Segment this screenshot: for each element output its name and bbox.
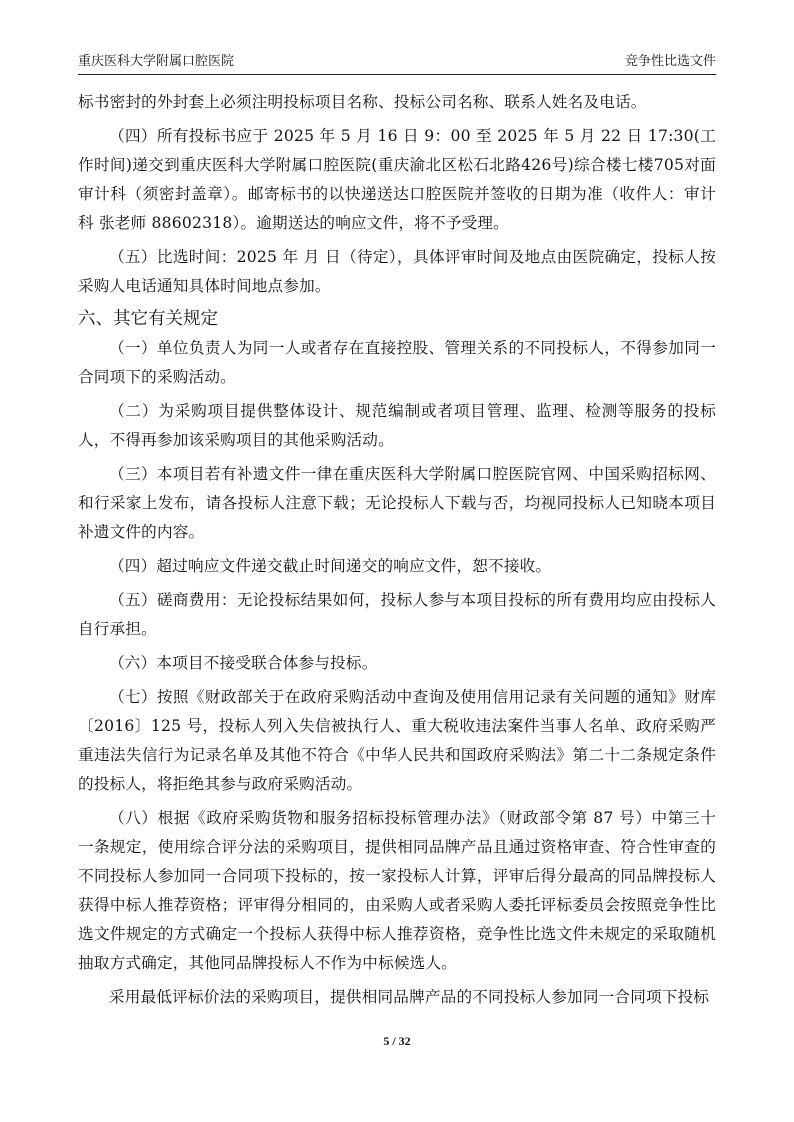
paragraph-selection-time: （五）比选时间：2025 年 月 日（待定），具体评审时间及地点由医院确定，投标人按采购人电话通知具体时间地点参加。 bbox=[78, 248, 716, 295]
paragraph-envelope-label: 标书密封的外封套上必须注明投标项目名称、投标公司名称、联系人姓名及电话。 bbox=[78, 93, 647, 111]
header-hospital-name: 重庆医科大学附属口腔医院 bbox=[78, 54, 235, 69]
paragraph-rule-1: （一）单位负责人为同一人或者存在直接控股、管理关系的不同投标人，不得参加同一合同项下的采购活动。 bbox=[78, 339, 716, 386]
document-body bbox=[78, 88, 716, 1012]
paragraph-rule-7: （七）按照《财政部关于在政府采购活动中查询及使用信用记录有关问题的通知》财库〔2016〕125 号，投标人列入失信被执行人、重大税收违法案件当事人名单、政府采购严重违法失信行为记录名单及其他不符合《中华人民共和国政府采购法》第二十二条规定条件的投标人，将拒绝其参与政府采购活动。 bbox=[78, 688, 716, 793]
paragraph-rule-3: （三）本项目若有补遗文件一律在重庆医科大学附属口腔医院官网、中国采购招标网、和行采家上发布，请各投标人注意下载；无论投标人下载与否，均视同投标人已知晓本项目补遗文件的内容。 bbox=[78, 465, 716, 541]
paragraph-submission-deadline: （四）所有投标书应于 2025 年 5 月 16 日 9：00 至 2025 年 5 月 22 日 17:30(工作时间)递交到重庆医科大学附属口腔医院(重庆渝北区松石北路426号)综合楼七楼705对面审计科（须密封盖章）。邮寄标书的以快递送达口腔医院并签收的日期为准（收件人：审计科 张老师 88602318）。逾期送达的响应文件，将不予受理。 bbox=[78, 127, 716, 232]
paragraph-lowest-price-method: 采用最低评标价法的采购项目，提供相同品牌产品的不同投标人参加同一合同项下投标 bbox=[109, 988, 710, 1006]
header-divider bbox=[78, 74, 716, 75]
header-document-type: 竞争性比选文件 bbox=[624, 54, 716, 69]
section-heading-other-rules: 六、其它有关规定 bbox=[78, 309, 218, 329]
paragraph-rule-5: （五）磋商费用：无论投标结果如何，投标人参与本项目投标的所有费用均应由投标人自行承担。 bbox=[78, 591, 716, 638]
page-header bbox=[78, 52, 716, 72]
paragraph-rule-6: （六）本项目不接受联合体参与投标。 bbox=[109, 654, 378, 672]
page-number: 5 / 32 bbox=[383, 1034, 411, 1048]
paragraph-rule-2: （二）为采购项目提供整体设计、规范编制或者项目管理、监理、检测等服务的投标人，不得再参加该采购项目的其他采购活动。 bbox=[78, 402, 716, 449]
paragraph-rule-8: （八）根据《政府采购货物和服务招标投标管理办法》（财政部令第 87 号）中第三十一条规定，使用综合评分法的采购项目，提供相同品牌产品且通过资格审查、符合性审查的不同投标人参加同一合同项下投标的，按一家投标人计算，评审后得分最高的同品牌投标人获得中标人推荐资格；评审得分相同的，由采购人或者采购人委托评标委员会按照竞争性比选文件规定的方式确定一个投标人获得中标人推荐资格，竞争性比选文件未规定的采取随机抽取方式确定，其他同品牌投标人不作为中标候选人。 bbox=[78, 809, 716, 972]
paragraph-rule-4: （四）超过响应文件递交截止时间递交的响应文件，恕不接收。 bbox=[109, 557, 552, 575]
